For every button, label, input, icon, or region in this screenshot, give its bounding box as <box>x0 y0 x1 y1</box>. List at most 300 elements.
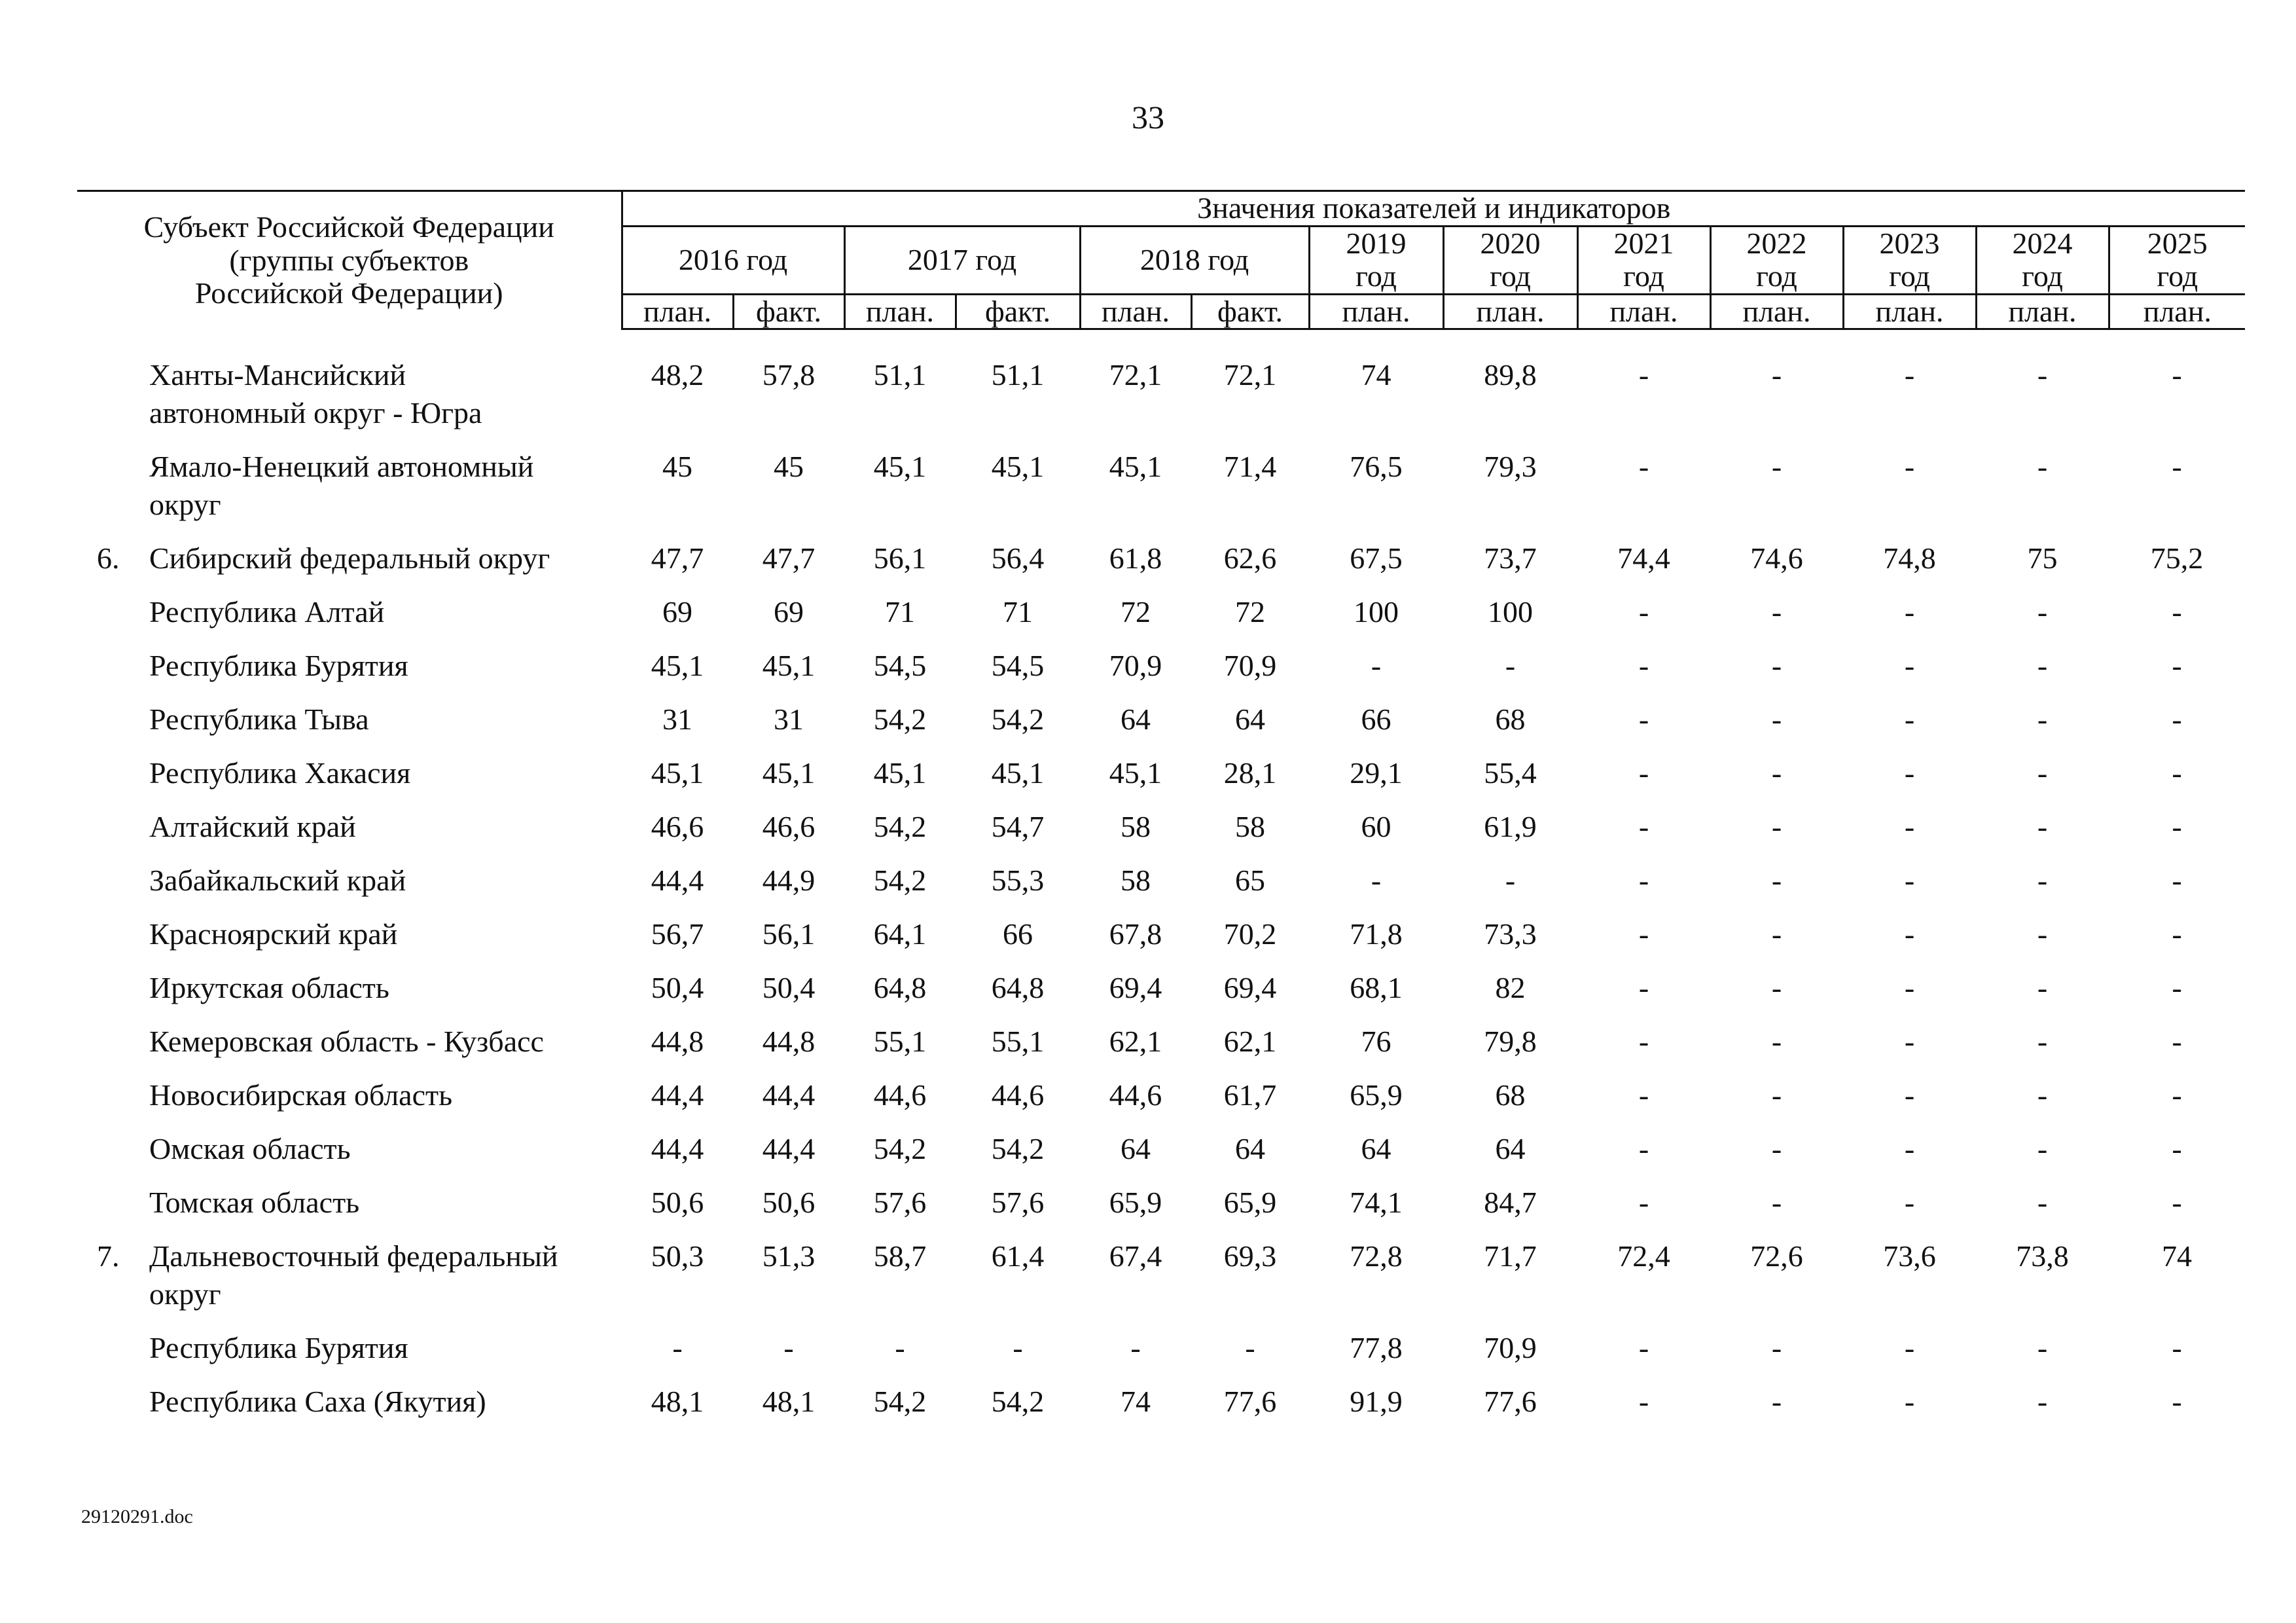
region-name-line: Республика Алтай <box>149 595 385 629</box>
value-cell: 65,9 <box>1350 1078 1403 1112</box>
value-cell: 46,6 <box>762 810 816 844</box>
sub-column-header: факт. <box>956 294 1080 329</box>
region-name <box>149 1023 609 1061</box>
value-cell: - <box>1130 1331 1141 1365</box>
year-header-2024 <box>1976 226 2109 294</box>
value-cell: 54,7 <box>991 810 1045 844</box>
row-number: 7. <box>97 1239 120 1273</box>
value-cell: 69 <box>662 595 692 629</box>
value-cell: 48,2 <box>651 358 704 392</box>
value-cell: 57,6 <box>991 1186 1045 1220</box>
region-name-cell <box>77 808 622 862</box>
year-word: год <box>1355 259 1397 293</box>
table-row <box>77 1383 2245 1436</box>
region-name-wrap <box>77 808 609 846</box>
region-name-line: Дальневосточный федеральный <box>149 1239 558 1273</box>
value-cell: - <box>2037 756 2048 790</box>
value-cell: - <box>2172 971 2182 1005</box>
row-number <box>77 1130 149 1168</box>
value-cell: 54,2 <box>991 1132 1045 1166</box>
value-cell: 68 <box>1495 702 1526 737</box>
value-cell: 56,1 <box>762 917 816 951</box>
region-name-line: Республика Бурятия <box>149 1331 408 1365</box>
region-name <box>149 754 609 792</box>
value-cell: 70,9 <box>1109 649 1162 683</box>
value-cell: 73,7 <box>1484 541 1537 575</box>
value-cell: 89,8 <box>1484 358 1537 392</box>
value-cell: 64,1 <box>873 917 927 951</box>
value-cell: - <box>1771 1186 1782 1220</box>
value-cell: - <box>2037 595 2048 629</box>
value-cell: - <box>1505 649 1516 683</box>
value-cell: - <box>1638 1186 1649 1220</box>
region-name-wrap <box>77 1383 609 1421</box>
year-word: год <box>1756 259 1797 293</box>
value-cell: - <box>1371 649 1382 683</box>
value-cell: - <box>2037 649 2048 683</box>
value-cell: - <box>1638 1025 1649 1059</box>
row-number <box>77 1383 149 1421</box>
value-cell: - <box>1771 1331 1782 1365</box>
row-number <box>77 862 149 900</box>
table-header <box>77 191 2245 329</box>
region-name-wrap <box>77 448 609 524</box>
value-cell: 54,2 <box>873 810 927 844</box>
value-cell: - <box>1904 1385 1915 1419</box>
value-cell: 70,9 <box>1223 649 1277 683</box>
value-cell: - <box>2037 1025 2048 1059</box>
value-cell: - <box>1771 810 1782 844</box>
value-cell: 45,1 <box>873 450 927 484</box>
value-cell: - <box>895 1331 905 1365</box>
value-cell: 68 <box>1495 1078 1526 1112</box>
value-cell: - <box>1638 649 1649 683</box>
value-cell: 74 <box>2162 1239 2193 1273</box>
year-word: год <box>2157 259 2198 293</box>
row-number <box>77 1184 149 1222</box>
region-name-wrap <box>77 1076 609 1114</box>
row-number <box>77 969 149 1007</box>
value-cell: 47,7 <box>651 541 704 575</box>
region-name-line: автономный округ - Югра <box>149 396 482 430</box>
value-cell: 64 <box>1361 1132 1391 1166</box>
value-cell: 69,4 <box>1109 971 1162 1005</box>
table-row <box>77 969 2245 1023</box>
region-name-line: Ханты-Мансийский <box>149 358 406 392</box>
region-name-line: Забайкальский край <box>149 864 406 898</box>
region-name-cell <box>77 448 622 539</box>
value-cell: 54,2 <box>991 702 1045 737</box>
value-cell: 44,8 <box>762 1025 816 1059</box>
region-name-wrap <box>77 1329 609 1367</box>
value-cell: 50,6 <box>762 1186 816 1220</box>
value-cell: 76,5 <box>1350 450 1403 484</box>
year-header-2019 <box>1309 226 1443 294</box>
indicators-table-container <box>77 190 2245 1436</box>
row-number <box>77 1023 149 1061</box>
value-cell: - <box>1904 649 1915 683</box>
region-name-cell <box>77 1237 622 1329</box>
value-cell: 50,4 <box>651 971 704 1005</box>
year-word: год <box>1889 259 1930 293</box>
value-cell: 75 <box>2027 541 2058 575</box>
year-header-2022 <box>1710 226 1843 294</box>
table-row <box>77 915 2245 969</box>
year-header-2020 <box>1443 226 1577 294</box>
value-cell: - <box>1904 595 1915 629</box>
value-cell: 79,8 <box>1484 1025 1537 1059</box>
value-cell: 44,6 <box>991 1078 1045 1112</box>
value-cell: 64,8 <box>873 971 927 1005</box>
value-cell: 58,7 <box>873 1239 927 1273</box>
value-cell: 72,1 <box>1109 358 1162 392</box>
value-cell: 69,4 <box>1223 971 1277 1005</box>
region-name-cell <box>77 1023 622 1076</box>
row-number <box>77 647 149 685</box>
value-cell: 56,1 <box>873 541 927 575</box>
value-cell: 77,6 <box>1484 1385 1537 1419</box>
value-cell: 58 <box>1235 810 1265 844</box>
value-cell: 61,4 <box>991 1239 1045 1273</box>
region-name-wrap <box>77 915 609 953</box>
value-cell: 55,3 <box>991 864 1045 898</box>
value-cell: 56,7 <box>651 917 704 951</box>
value-cell: - <box>1638 450 1649 484</box>
value-cell: 74 <box>1121 1385 1151 1419</box>
region-name-line: округ <box>149 488 221 522</box>
value-cell: - <box>1638 810 1649 844</box>
region-name-line: округ <box>149 1277 221 1311</box>
value-cell: - <box>2172 649 2182 683</box>
table-row <box>77 1237 2245 1329</box>
value-cell: 62,1 <box>1223 1025 1277 1059</box>
year-word: год <box>2022 259 2063 293</box>
value-cell: 54,5 <box>991 649 1045 683</box>
table-row <box>77 647 2245 701</box>
region-name-cell <box>77 969 622 1023</box>
value-cell: - <box>1904 1078 1915 1112</box>
region-name-wrap <box>77 969 609 1007</box>
value-cell: 91,9 <box>1350 1385 1403 1419</box>
value-cell: 71 <box>885 595 915 629</box>
year-header-2021 <box>1577 226 1710 294</box>
value-cell: - <box>1771 1078 1782 1112</box>
value-cell: 69 <box>774 595 804 629</box>
region-name-line: Республика Бурятия <box>149 649 408 683</box>
value-cell: 61,9 <box>1484 810 1537 844</box>
value-cell: - <box>1771 649 1782 683</box>
table-row <box>77 539 2245 593</box>
table-row <box>77 356 2245 448</box>
value-cell: - <box>2172 1186 2182 1220</box>
value-cell: 60 <box>1361 810 1391 844</box>
sub-column-header: план. <box>2109 294 2245 329</box>
region-name-line: Красноярский край <box>149 917 398 951</box>
value-cell: 54,2 <box>991 1385 1045 1419</box>
table-row <box>77 448 2245 539</box>
value-cell: 50,4 <box>762 971 816 1005</box>
year-header-2023 <box>1843 226 1976 294</box>
value-cell: - <box>1771 756 1782 790</box>
value-cell: - <box>1638 756 1649 790</box>
row-number: 6. <box>97 541 120 575</box>
row-number <box>77 808 149 846</box>
value-cell: - <box>2037 1186 2048 1220</box>
value-cell: 51,3 <box>762 1239 816 1273</box>
value-cell: - <box>2172 917 2182 951</box>
row-number <box>77 915 149 953</box>
table-row <box>77 1130 2245 1184</box>
region-name-cell <box>77 1383 622 1436</box>
value-cell: 44,4 <box>651 1078 704 1112</box>
value-cell: 44,4 <box>651 1132 704 1166</box>
value-cell: - <box>672 1331 683 1365</box>
region-name-cell <box>77 862 622 915</box>
value-cell: - <box>1904 702 1915 737</box>
value-cell: 64 <box>1121 1132 1151 1166</box>
table-row <box>77 701 2245 754</box>
year-number: 2019 <box>1346 226 1407 260</box>
value-cell: 64 <box>1235 1132 1265 1166</box>
value-cell: - <box>2172 450 2182 484</box>
region-name-wrap <box>77 1237 609 1313</box>
value-cell: 44,6 <box>873 1078 927 1112</box>
value-cell: - <box>2172 595 2182 629</box>
value-cell: 72,1 <box>1223 358 1277 392</box>
value-cell: - <box>1904 358 1915 392</box>
value-cell: - <box>2172 810 2182 844</box>
value-cell: 58 <box>1121 864 1151 898</box>
values-group-header: Значения показателей и индикаторов <box>622 191 2245 227</box>
value-cell: - <box>1904 864 1915 898</box>
value-cell: - <box>1638 358 1649 392</box>
value-cell: - <box>2037 358 2048 392</box>
region-name <box>149 1237 609 1313</box>
value-cell: 72,6 <box>1750 1239 1803 1273</box>
value-cell: 73,8 <box>2016 1239 2069 1273</box>
value-cell: - <box>2037 702 2048 737</box>
value-cell: 45,1 <box>762 756 816 790</box>
value-cell: - <box>1904 1025 1915 1059</box>
region-name <box>149 1130 609 1168</box>
value-cell: 45,1 <box>651 649 704 683</box>
value-cell: 50,6 <box>651 1186 704 1220</box>
year-header-2025 <box>2109 226 2245 294</box>
value-cell: 73,3 <box>1484 917 1537 951</box>
region-name-cell <box>77 701 622 754</box>
row-number <box>77 593 149 631</box>
subject-column-header <box>77 191 622 329</box>
region-name-wrap <box>77 701 609 739</box>
value-cell: 55,1 <box>873 1025 927 1059</box>
value-cell: - <box>2172 864 2182 898</box>
value-cell: - <box>1638 1078 1649 1112</box>
value-cell: 51,1 <box>991 358 1045 392</box>
value-cell: 77,8 <box>1350 1331 1403 1365</box>
region-name-line: Республика Хакасия <box>149 756 411 790</box>
value-cell: 64,8 <box>991 971 1045 1005</box>
value-cell: 48,1 <box>762 1385 816 1419</box>
region-name-line: Кемеровская область - Кузбасс <box>149 1025 544 1059</box>
year-number: 2023 <box>1879 226 1940 260</box>
value-cell: - <box>1771 358 1782 392</box>
value-cell: 70,2 <box>1223 917 1277 951</box>
region-name-wrap <box>77 1023 609 1061</box>
value-cell: 100 <box>1488 595 1533 629</box>
row-number <box>77 356 149 432</box>
value-cell: - <box>2037 1132 2048 1166</box>
value-cell: 75,2 <box>2150 541 2204 575</box>
table-row <box>77 1329 2245 1383</box>
region-name-line: Томская область <box>149 1186 360 1220</box>
value-cell: 45,1 <box>1109 450 1162 484</box>
value-cell: 74,6 <box>1750 541 1803 575</box>
value-cell: - <box>1771 917 1782 951</box>
value-cell: - <box>2037 810 2048 844</box>
value-cell: - <box>2172 702 2182 737</box>
value-cell: - <box>2172 756 2182 790</box>
year-number: 2024 <box>2012 226 2073 260</box>
value-cell: 55,1 <box>991 1025 1045 1059</box>
year-number: 2025 <box>2147 226 2208 260</box>
value-cell: - <box>1638 864 1649 898</box>
value-cell: - <box>1771 1385 1782 1419</box>
value-cell: 68,1 <box>1350 971 1403 1005</box>
value-cell: - <box>2037 450 2048 484</box>
sub-column-header: план. <box>1577 294 1710 329</box>
value-cell: - <box>1638 702 1649 737</box>
region-name <box>149 539 609 577</box>
value-cell: 47,7 <box>762 541 816 575</box>
sub-column-header: план. <box>622 294 733 329</box>
value-cell: - <box>1904 810 1915 844</box>
region-name-wrap <box>77 647 609 685</box>
value-cell: - <box>1638 595 1649 629</box>
region-name-wrap <box>77 1184 609 1222</box>
indicators-table <box>77 190 2245 1436</box>
subject-header-line: Субъект Российской Федерации <box>143 210 554 244</box>
document-filename: 29120291.doc <box>81 1506 193 1527</box>
region-name <box>149 862 609 900</box>
value-cell: - <box>2172 1025 2182 1059</box>
value-cell: 69,3 <box>1223 1239 1277 1273</box>
region-name-wrap <box>77 754 609 792</box>
region-name-line: Республика Саха (Якутия) <box>149 1385 486 1419</box>
value-cell: 71,8 <box>1350 917 1403 951</box>
value-cell: - <box>1771 702 1782 737</box>
region-name <box>149 1329 609 1367</box>
table-body <box>77 329 2245 1437</box>
value-cell: - <box>2037 864 2048 898</box>
region-name-line: Сибирский федеральный округ <box>149 541 550 575</box>
region-name-wrap <box>77 1130 609 1168</box>
value-cell: - <box>1013 1331 1023 1365</box>
year-number: 2021 <box>1613 226 1674 260</box>
value-cell: 76 <box>1361 1025 1391 1059</box>
region-name-wrap <box>77 356 609 432</box>
region-name-cell <box>77 593 622 647</box>
region-name <box>149 1383 609 1421</box>
value-cell: 54,2 <box>873 702 927 737</box>
region-name <box>149 647 609 685</box>
value-cell: 72,4 <box>1617 1239 1670 1273</box>
value-cell: 74 <box>1361 358 1391 392</box>
value-cell: 67,5 <box>1350 541 1403 575</box>
value-cell: 56,4 <box>991 541 1045 575</box>
value-cell: 54,5 <box>873 649 927 683</box>
table-row <box>77 808 2245 862</box>
value-cell: - <box>1904 450 1915 484</box>
value-cell: 46,6 <box>651 810 704 844</box>
value-cell: 73,6 <box>1883 1239 1936 1273</box>
value-cell: 54,2 <box>873 1132 927 1166</box>
region-name <box>149 448 609 524</box>
value-cell: 66 <box>1003 917 1033 951</box>
value-cell: - <box>1638 1132 1649 1166</box>
value-cell: - <box>1638 1385 1649 1419</box>
year-number: 2020 <box>1480 226 1541 260</box>
value-cell: 77,6 <box>1223 1385 1277 1419</box>
sub-column-header: план. <box>1976 294 2109 329</box>
table-row <box>77 1076 2245 1130</box>
sub-column-header: план. <box>1710 294 1843 329</box>
value-cell: - <box>1771 1132 1782 1166</box>
region-name-line: Ямало-Ненецкий автономный <box>149 450 534 484</box>
region-name-cell <box>77 539 622 593</box>
sub-column-header: факт. <box>733 294 844 329</box>
value-cell: 62,6 <box>1223 541 1277 575</box>
value-cell: - <box>1245 1331 1255 1365</box>
table-row <box>77 1023 2245 1076</box>
value-cell: 72 <box>1121 595 1151 629</box>
value-cell: - <box>1638 917 1649 951</box>
value-cell: 64 <box>1235 702 1265 737</box>
sub-column-header: план. <box>1080 294 1191 329</box>
value-cell: - <box>1771 595 1782 629</box>
year-word: год <box>1623 259 1664 293</box>
value-cell: - <box>1904 971 1915 1005</box>
value-cell: 44,4 <box>651 864 704 898</box>
value-cell: 57,8 <box>762 358 816 392</box>
value-cell: - <box>2037 971 2048 1005</box>
row-number <box>77 448 149 524</box>
value-cell: 72,8 <box>1350 1239 1403 1273</box>
region-name-wrap <box>77 593 609 631</box>
region-name <box>149 593 609 631</box>
value-cell: - <box>2037 1078 2048 1112</box>
value-cell: 45,1 <box>991 450 1045 484</box>
value-cell: 31 <box>774 702 804 737</box>
region-name-cell <box>77 1184 622 1237</box>
value-cell: - <box>2172 1132 2182 1166</box>
value-cell: 70,9 <box>1484 1331 1537 1365</box>
value-cell: 31 <box>662 702 692 737</box>
region-name-cell <box>77 915 622 969</box>
value-cell: 67,8 <box>1109 917 1162 951</box>
region-name <box>149 969 609 1007</box>
value-cell: - <box>1771 450 1782 484</box>
value-cell: 45 <box>774 450 804 484</box>
value-cell: 45,1 <box>991 756 1045 790</box>
year-header-2017: 2017 год <box>844 226 1080 294</box>
year-word: год <box>1490 259 1531 293</box>
value-cell: - <box>2172 1385 2182 1419</box>
sub-column-header: план. <box>1443 294 1577 329</box>
value-cell: - <box>2037 1385 2048 1419</box>
region-name-line: Новосибирская область <box>149 1078 453 1112</box>
value-cell: - <box>1904 917 1915 951</box>
region-name-line: Омская область <box>149 1132 351 1166</box>
